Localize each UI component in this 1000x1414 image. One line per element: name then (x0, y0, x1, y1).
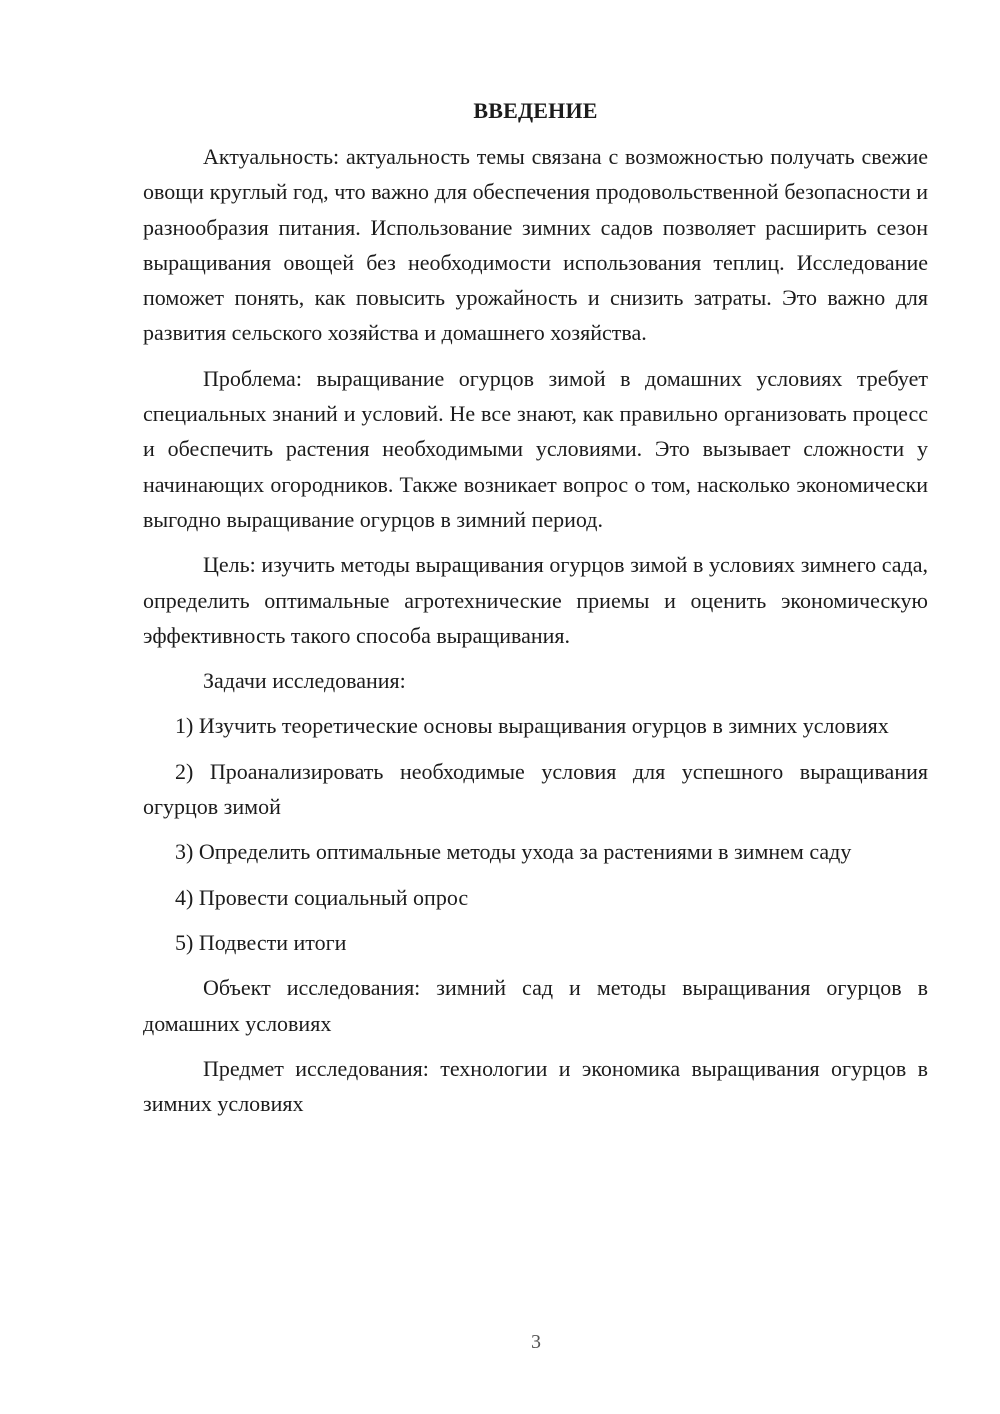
relevance-paragraph: Актуальность: актуальность темы связана с возможностью получать свежие овощи круглый год, что важно для обеспечения продовольственной безопасности и разнообразия питания. Использование зимних садов позволяет расширить сезон выращивания овощей без необходимости использования теплиц. Исследование поможет понять, как повысить урожайность и снизить затраты. Это важно для развития сельского хозяйства и домашнего хозяйства. (143, 144, 928, 346)
section-title: ВВЕДЕНИЕ (473, 98, 598, 123)
task-item: 5) Подвести итоги (175, 929, 347, 955)
task-item: 2) Проанализировать необходимые условия для успешного выращивания огурцов зимой (143, 758, 928, 820)
tasks-list (143, 708, 928, 960)
document-page (143, 93, 928, 1131)
problem-paragraph: Проблема: выращивание огурцов зимой в домашних условиях требует специальных знаний и условий. Не все знают, как правильно организовать процесс и обеспечить растения необходимыми условиями. Это вызывает сложности у начинающих огородников. Также возникает вопрос о том, насколько экономически выгодно выращивание огурцов в зимний период. (143, 365, 928, 532)
page-number: 3 (531, 1331, 541, 1353)
subject-paragraph: Предмет исследования: технологии и экономика выращивания огурцов в зимних условиях (143, 1055, 928, 1117)
task-item: 3) Определить оптимальные методы ухода за растениями в зимнем саду (175, 839, 852, 865)
task-item: 1) Изучить теоретические основы выращивания огурцов в зимних условиях (175, 713, 889, 739)
task-item: 4) Провести социальный опрос (175, 884, 469, 910)
object-paragraph: Объект исследования: зимний сад и методы выращивания огурцов в домашних условиях (143, 975, 928, 1036)
goal-paragraph: Цель: изучить методы выращивания огурцов зимой в условиях зимнего сада, определить оптимальные агротехнические приемы и оценить экономическую эффективность такого способа выращивания. (143, 552, 928, 648)
tasks-heading: Задачи исследования: (203, 668, 406, 694)
